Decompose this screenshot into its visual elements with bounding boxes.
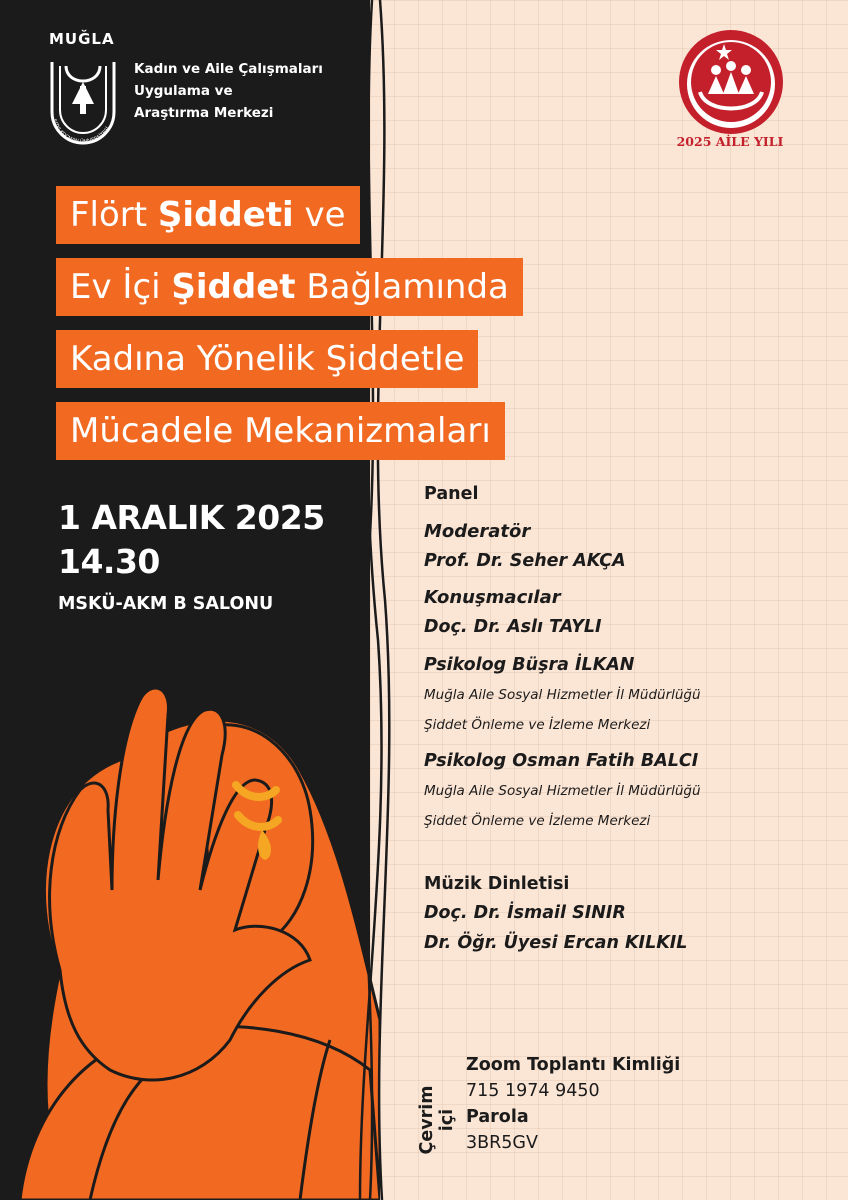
password: 3BR5GV <box>466 1133 538 1153</box>
university-logo-icon <box>46 52 120 148</box>
svg-text:SITKI KOÇMAN ÜNİVERSİTESİ: SITKI KOÇMAN ÜNİVERSİTESİ <box>51 118 111 146</box>
music-label: Müzik Dinletisi <box>424 874 570 894</box>
title-line-2: Ev İçi Şiddet Bağlamında <box>56 258 523 316</box>
event-venue: MSKÜ-AKM B SALONU <box>58 594 274 614</box>
online-info <box>414 1052 834 1182</box>
title-line-1: Flört Şiddeti ve <box>56 186 360 244</box>
woman-raised-hand-illustration <box>0 640 380 1200</box>
title-line-3: Kadına Yönelik Şiddetle <box>56 330 478 388</box>
speaker-1: Doç. Dr. Aslı TAYLI <box>424 617 602 637</box>
zoom-id-label: Zoom Toplantı Kimliği <box>466 1055 681 1075</box>
speaker-3-org-1: Muğla Aile Sosyal Hizmetler İl Müdürlüğü <box>424 783 701 799</box>
musician-2: Dr. Öğr. Üyesi Ercan KILKIL <box>424 933 688 953</box>
speakers-label: Konuşmacılar <box>424 587 561 608</box>
title-line-4: Mücadele Mekanizmaları <box>56 402 505 460</box>
musician-1: Doç. Dr. İsmail SINIR <box>424 903 626 923</box>
speaker-3-org-2: Şiddet Önleme ve İzleme Merkezi <box>424 813 651 829</box>
family-year-label: 2025 AİLE YILI <box>676 134 784 149</box>
event-date: 1 ARALIK 2025 <box>58 498 325 537</box>
zoom-id: 715 1974 9450 <box>466 1081 600 1101</box>
moderator-label: Moderatör <box>424 521 531 542</box>
moderator-name: Prof. Dr. Seher AKÇA <box>424 551 626 571</box>
speaker-2: Psikolog Büşra İLKAN <box>424 655 635 675</box>
event-datetime <box>58 496 325 584</box>
speaker-2-org-2: Şiddet Önleme ve İzleme Merkezi <box>424 717 651 733</box>
speaker-2-org-1: Muğla Aile Sosyal Hizmetler İl Müdürlüğü <box>424 687 701 703</box>
password-label: Parola <box>466 1107 529 1127</box>
speaker-3: Psikolog Osman Fatih BALCI <box>424 751 699 771</box>
decorative-strings <box>340 0 410 1200</box>
center-name: Kadın ve Aile Çalışmaları Uygulama ve Araştırma Merkezi <box>134 61 323 121</box>
university-name: MUĞLA <box>49 30 115 48</box>
event-time: 14.30 <box>58 542 160 581</box>
program <box>424 484 834 958</box>
panel-label: Panel <box>424 484 479 504</box>
university-header <box>46 30 376 160</box>
online-label: Çevrim içi <box>417 1085 457 1155</box>
